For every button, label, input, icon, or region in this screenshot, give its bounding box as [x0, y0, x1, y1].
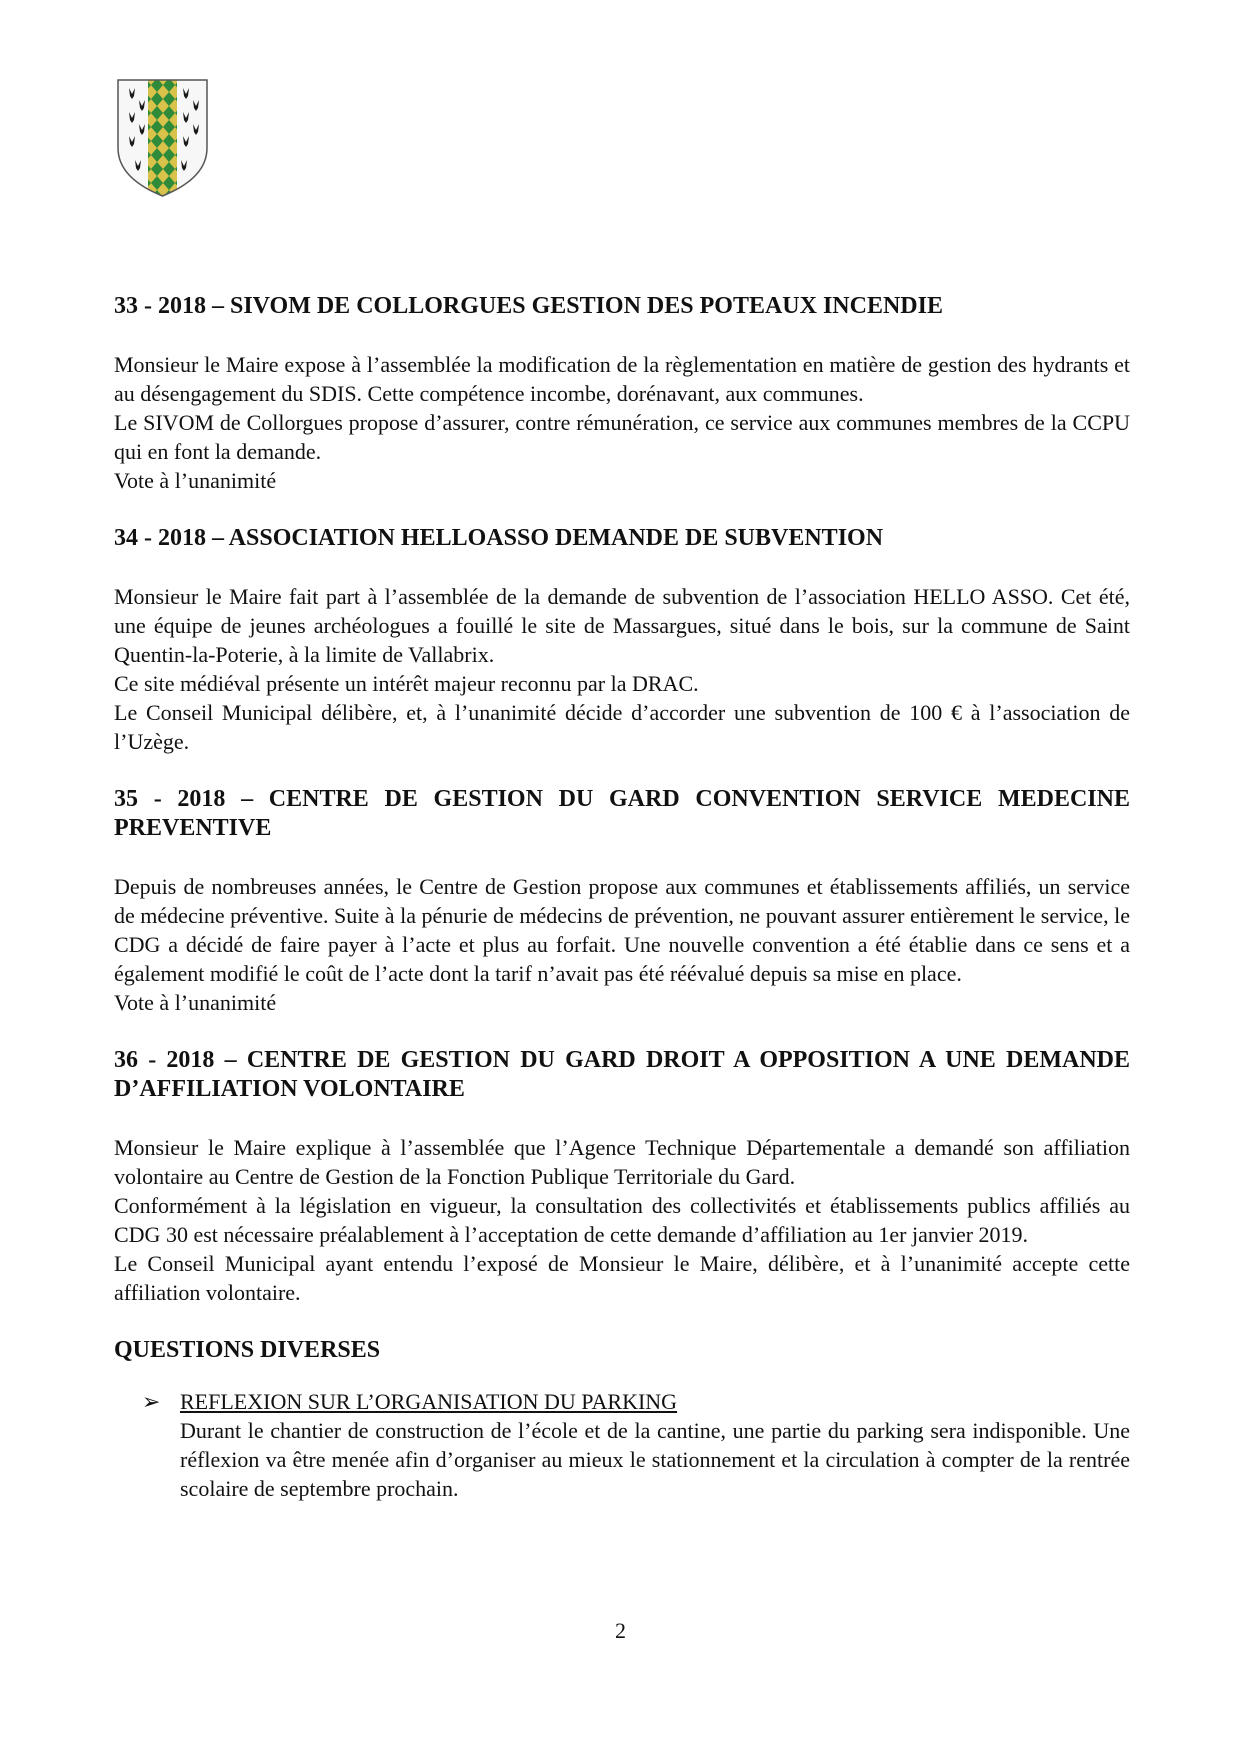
section-title: 36 - 2018 – CENTRE DE GESTION DU GARD DROIT A OPPOSITION A UNE DEMANDE D’AFFILIATION VOLONTAIRE — [114, 1047, 1130, 1102]
questions-title: QUESTIONS DIVERSES — [114, 1337, 381, 1363]
section-title: 34 - 2018 – ASSOCIATION HELLOASSO DEMANDE DE SUBVENTION — [114, 525, 884, 551]
section-title: 33 - 2018 – SIVOM DE COLLORGUES GESTION DES POTEAUX INCENDIE — [114, 293, 943, 319]
deliberation-34 — [114, 524, 1130, 756]
deliberation-35 — [114, 785, 1130, 1017]
deliberation-36 — [114, 1046, 1130, 1307]
document-content — [114, 292, 1130, 1532]
arrow-bullet-icon: ➢ — [142, 1389, 161, 1414]
section-body: Depuis de nombreuses années, le Centre de Gestion propose aux communes et établissements affiliés, un service de médecine préventive. Suite à la pénurie de médecins de prévention, ne pouvant assurer entièrement le service, le CDG a décidé de faire payer à l’acte et plus au forfait. Une nouvelle convention a été établie dans ce sens et a également modifié le coût de l’acte dont la tarif n’avait pas été réévalué depuis sa mise en place. Vote à l’unanimité — [114, 874, 1130, 1015]
question-item-body: Durant le chantier de construction de l’école et de la cantine, une partie du parking sera indisponible. Une réflexion va être menée afin d’organiser au mieux le stationnement et la circulation à compter de la rentrée scolaire de septembre prochain. — [180, 1418, 1130, 1501]
coat-of-arms-icon — [115, 78, 210, 198]
section-body: Monsieur le Maire expose à l’assemblée la modification de la règlementation en matière de gestion des hydrants et au désengagement du SDIS. Cette compétence incombe, dorénavant, aux communes. Le SIVOM de Collorgues propose d’assurer, contre rémunération, ce service aux communes membres de la CCPU qui en font la demande. Vote à l’unanimité — [114, 352, 1130, 493]
questions-list — [114, 1387, 1130, 1503]
question-item-title: REFLEXION SUR L’ORGANISATION DU PARKING — [180, 1389, 678, 1414]
section-title: 35 - 2018 – CENTRE DE GESTION DU GARD CONVENTION SERVICE MEDECINE PREVENTIVE — [114, 786, 1130, 841]
section-body: Monsieur le Maire fait part à l’assemblée de la demande de subvention de l’association HELLO ASSO. Cet été, une équipe de jeunes archéologues a fouillé le site de Massargues, situé dans le bois, sur la commune de Saint Quentin-la-Poterie, à la limite de Vallabrix. Ce site médiéval présente un intérêt majeur reconnu par la DRAC. Le Conseil Municipal délibère, et, à l’unanimité décide d’accorder une subvention de 100 € à l’association de l’Uzège. — [114, 584, 1130, 754]
section-body: Monsieur le Maire explique à l’assemblée que l’Agence Technique Départementale a demandé son affiliation volontaire au Centre de Gestion de la Fonction Publique Territoriale du Gard. Conformément à la législation en vigueur, la consultation des collectivités et établissements publics affiliés au CDG 30 est nécessaire préalablement à l’acceptation de cette demande d’affiliation au 1er janvier 2019. Le Conseil Municipal ayant entendu l’exposé de Monsieur le Maire, délibère, et à l’unanimité accepte cette affiliation volontaire. — [114, 1135, 1130, 1305]
questions-diverses — [114, 1336, 1130, 1503]
list-item — [142, 1387, 1130, 1503]
page-number: 2 — [615, 1618, 626, 1643]
deliberation-33 — [114, 292, 1130, 495]
